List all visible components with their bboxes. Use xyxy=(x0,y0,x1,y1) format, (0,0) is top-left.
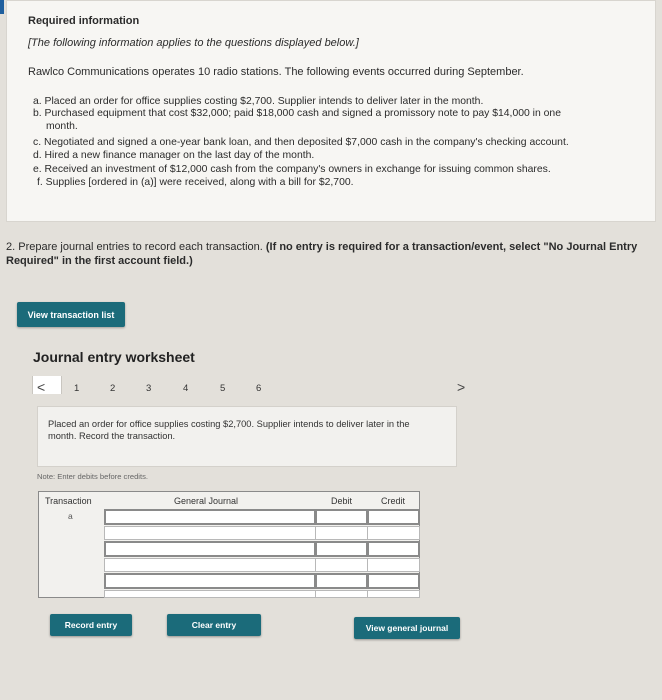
question-text xyxy=(6,240,656,268)
view-general-journal-button[interactable]: View general journal xyxy=(354,617,460,639)
account-field-5[interactable] xyxy=(104,573,316,589)
debit-field-5[interactable] xyxy=(315,573,368,589)
event-b: b. Purchased equipment that cost $32,000; paid $18,000 cash and signed a promissory note to pay $14,000 in one xyxy=(33,108,561,119)
page-tab-3[interactable]: 3 xyxy=(146,383,152,394)
transaction-description: Placed an order for office supplies costing $2,700. Supplier intends to deliver later in the month. Record the transaction. xyxy=(48,419,410,441)
col-header-debit: Debit xyxy=(331,496,353,506)
credit-field-1[interactable] xyxy=(367,509,420,525)
account-field-4[interactable] xyxy=(104,558,316,572)
next-page-icon[interactable]: > xyxy=(457,379,466,395)
event-c: c. Negotiated and signed a one-year bank loan, and then deposited $7,000 cash in the company's checking account. xyxy=(33,137,569,148)
event-d: d. Hired a new finance manager on the last day of the month. xyxy=(33,150,315,161)
prev-page-icon[interactable]: < xyxy=(37,379,46,395)
col-header-general-journal: General Journal xyxy=(174,496,239,506)
accent-bar xyxy=(0,0,4,14)
record-entry-button[interactable]: Record entry xyxy=(50,614,132,636)
view-transaction-list-button[interactable]: View transaction list xyxy=(17,302,125,327)
clear-entry-button[interactable]: Clear entry xyxy=(167,614,261,636)
account-field-3[interactable] xyxy=(104,541,316,557)
credit-field-5[interactable] xyxy=(367,573,420,589)
question-prefix: 2. Prepare journal entries to record each transaction. xyxy=(6,241,263,253)
credit-field-3[interactable] xyxy=(367,541,420,557)
event-e: e. Received an investment of $12,000 cash from the company's owners in exchange for issuing common shares. xyxy=(33,164,551,175)
page-tab-5[interactable]: 5 xyxy=(220,383,226,394)
debits-credits-note: Note: Enter debits before credits. xyxy=(37,472,149,481)
info-intro: Rawlco Communications operates 10 radio stations. The following events occurred during September. xyxy=(28,66,524,78)
credit-field-2[interactable] xyxy=(367,526,420,540)
event-a: a. Placed an order for office supplies costing $2,700. Supplier intends to deliver later in the month. xyxy=(33,96,484,107)
debit-field-1[interactable] xyxy=(315,509,368,525)
debit-field-2[interactable] xyxy=(315,526,368,540)
worksheet-title: Journal entry worksheet xyxy=(33,349,195,365)
col-header-credit: Credit xyxy=(381,496,406,506)
event-b-cont: month. xyxy=(46,121,78,132)
account-field-2[interactable] xyxy=(104,526,316,540)
credit-field-4[interactable] xyxy=(367,558,420,572)
account-field-6[interactable] xyxy=(104,590,316,598)
account-field-1[interactable] xyxy=(104,509,316,525)
debit-field-6[interactable] xyxy=(315,590,368,598)
info-subtitle: [The following information applies to the questions displayed below.] xyxy=(28,37,359,49)
credit-field-6[interactable] xyxy=(367,590,420,598)
question-instruction: (If no entry is required for a transaction/event, select "No Journal Entry Required" in the first account field.) xyxy=(6,241,638,267)
col-header-transaction: Transaction xyxy=(45,496,92,506)
page-tab-6[interactable]: 6 xyxy=(256,383,262,394)
page-tab-2[interactable]: 2 xyxy=(110,383,116,394)
page-tab-1[interactable]: 1 xyxy=(74,383,80,394)
event-f: f. Supplies [ordered in (a)] were received, along with a bill for $2,700. xyxy=(37,177,354,188)
debit-field-4[interactable] xyxy=(315,558,368,572)
page-tab-4[interactable]: 4 xyxy=(183,383,189,394)
info-title: Required information xyxy=(28,15,140,27)
debit-field-3[interactable] xyxy=(315,541,368,557)
transaction-label: a xyxy=(68,511,73,521)
